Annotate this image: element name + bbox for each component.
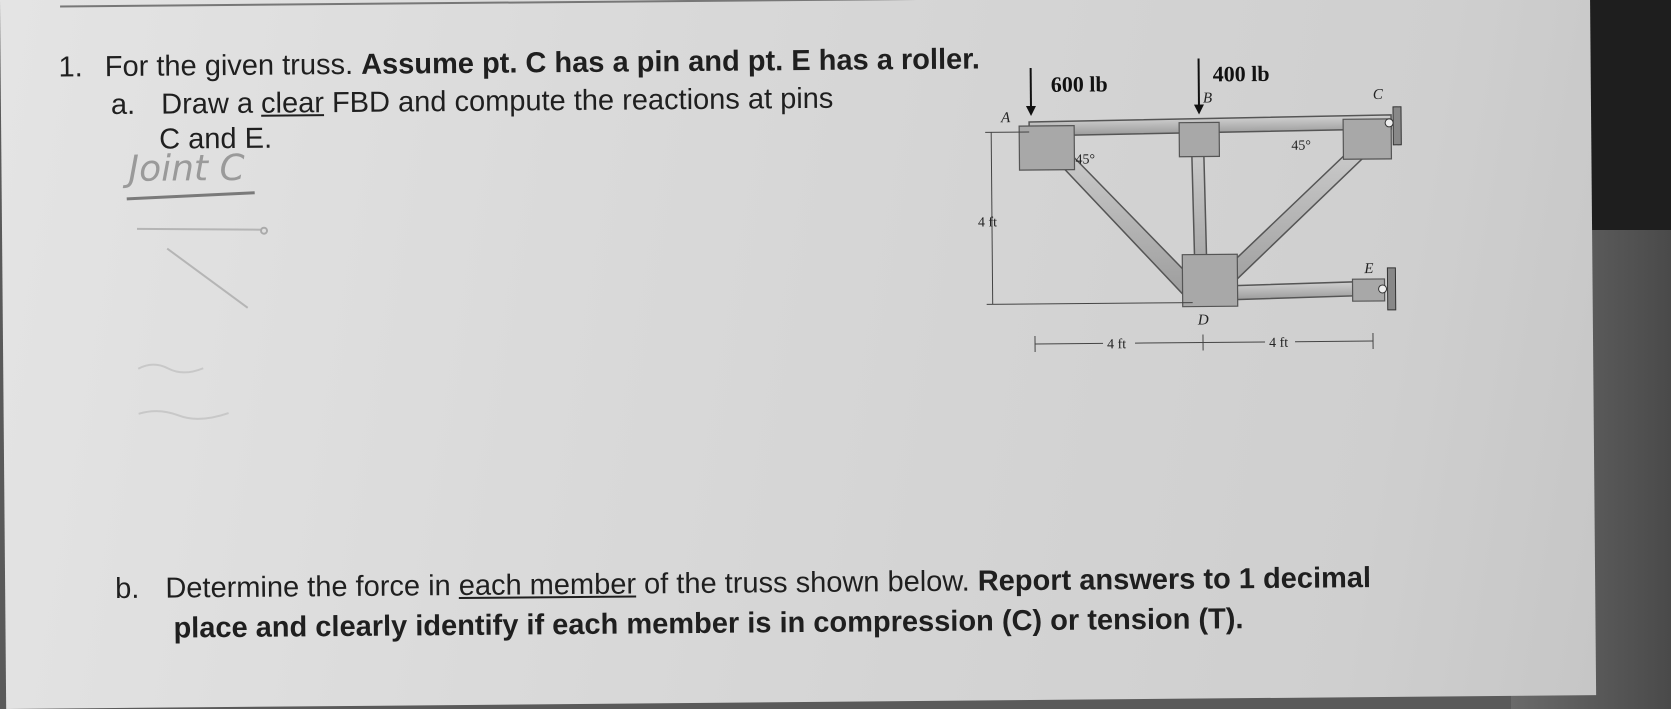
background-dark-corner xyxy=(1581,0,1671,230)
problem-assumption: Assume pt. C has a pin and pt. E has a roller. xyxy=(360,43,981,81)
dim-label-height: 4 ft xyxy=(977,215,998,231)
joint-label-b: B xyxy=(1202,90,1213,107)
part-b-text-1: Determine the force in xyxy=(165,570,459,605)
joint-label-a: A xyxy=(1001,110,1011,127)
problem-1-heading xyxy=(58,41,980,85)
problem-intro: For the given truss. xyxy=(104,48,362,84)
dim-label-left: 4 ft xyxy=(1106,337,1127,353)
part-b-line-1 xyxy=(115,560,1371,607)
fbd-horizontal-line xyxy=(137,228,262,231)
joint-label-e: E xyxy=(1364,261,1374,278)
fbd-diagonal-line xyxy=(167,248,248,309)
part-b-line-2: place and clearly identify if each member is in compression (C) or tension (T). xyxy=(173,603,1244,645)
gusset-c xyxy=(1343,119,1391,159)
part-a-underlined: clear xyxy=(260,87,325,120)
handwritten-title: Joint C xyxy=(128,147,245,190)
truss-diagram xyxy=(977,52,1494,376)
part-b-bold-1: Report answers to 1 decimal xyxy=(977,562,1372,598)
joint-label-d: D xyxy=(1197,312,1209,329)
gusset-b xyxy=(1179,122,1219,156)
load-label-400: 400 lb xyxy=(1212,60,1270,87)
dim-label-right: 4 ft xyxy=(1268,335,1289,351)
handwritten-notes xyxy=(126,147,359,439)
angle-label-a: 45° xyxy=(1075,152,1096,168)
part-b-letter: b. xyxy=(115,572,140,606)
load-arrow-600 xyxy=(1026,68,1036,116)
part-b-underlined: each member xyxy=(458,568,637,603)
part-a-text-1: Draw a xyxy=(161,87,262,121)
roller-support-e xyxy=(1378,268,1395,310)
part-a-text-2: FBD and compute the reactions at pins xyxy=(323,82,834,120)
gusset-d xyxy=(1182,254,1237,306)
part-a-line-1 xyxy=(111,81,834,123)
part-a-letter: a. xyxy=(110,88,136,122)
load-label-600: 600 lb xyxy=(1050,71,1108,97)
faint-scribble xyxy=(139,410,229,419)
page-top-border xyxy=(60,0,1580,7)
problem-number: 1. xyxy=(58,51,83,84)
joint-label-c: C xyxy=(1372,86,1383,104)
part-a-line-2: C and E. xyxy=(159,122,273,156)
part-b-text-2: of the truss shown below. xyxy=(635,565,978,601)
angle-label-c: 45° xyxy=(1291,138,1311,154)
fbd-joint-dot xyxy=(261,228,267,234)
faint-scribble xyxy=(138,364,203,373)
handwritten-underline xyxy=(127,193,255,199)
